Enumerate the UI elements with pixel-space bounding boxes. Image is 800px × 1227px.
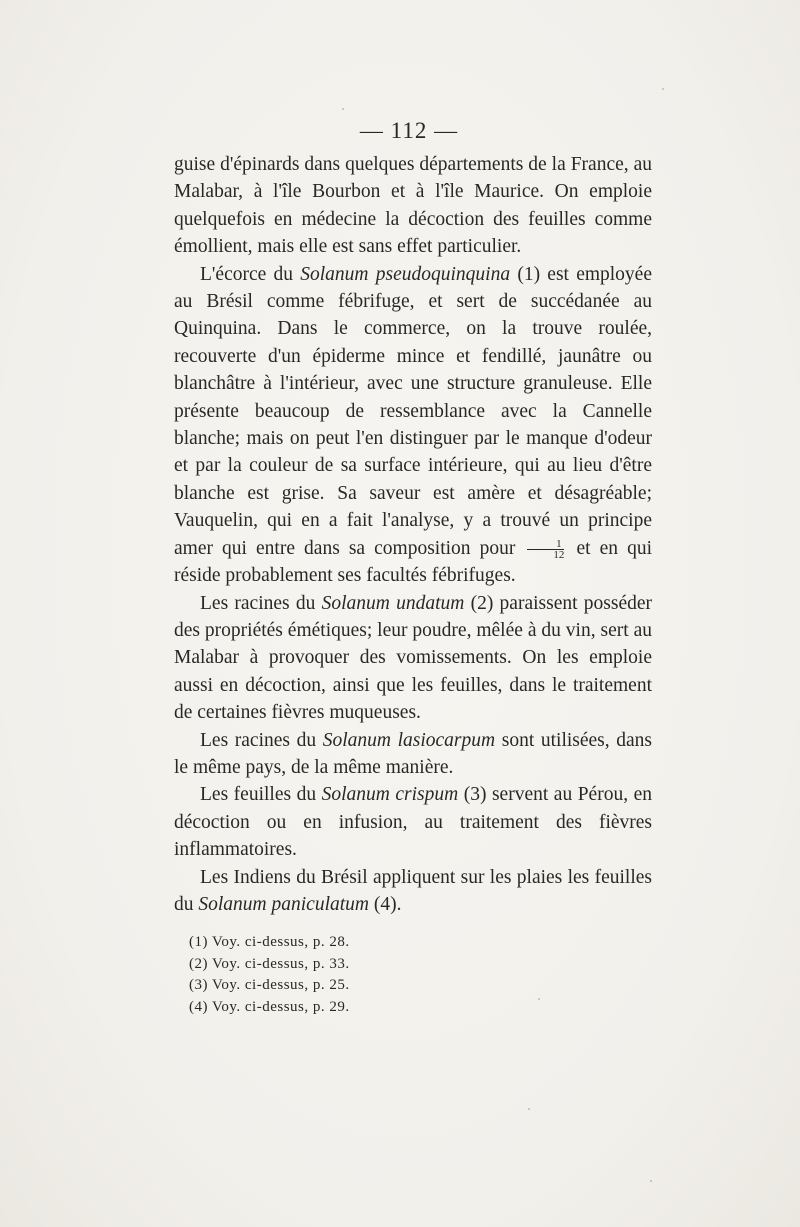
species-name: Solanum pseudoquinquina (300, 263, 511, 285)
page-number: — 112 — (359, 118, 459, 143)
footnote: (4) Voy. ci-dessus, p. 29. (189, 998, 350, 1015)
paper-speck (342, 108, 344, 110)
paragraph-2: L'écorce du Solanum pseudoquinquina (1) est employée au Brésil comme fébrifuge, et sert de succédanée au Quinquina. Dans le commerce, on la trouve roulée, recouverte d'un épiderme mince et fendillé, jaunâtre ou blanchâtre à l'intérieur, avec une structure granuleuse. Elle présente beaucoup de ressemblance avec la Cannelle blanche; mais on peut l'en distinguer par le manque d'odeur et par la couleur de sa surface intérieure, qui au lieu d'être blanche est grise. Sa saveur est amère et désagréable; Vauquelin, qui en a fait l'analyse, y a trouvé un principe amer qui entre dans sa composition pour $\frac{1}{12}$ et en qui réside probablement ses facultés fébrifuges. (174, 263, 652, 587)
paragraph-1: guise d'épinards dans quelques départements de la France, au Malabar, à l'île Bourbon et à l'île Maurice. On emploie quelquefois en médecine la décoction des feuilles comme émollient, mais elle est sans effet particulier. (174, 154, 652, 258)
paragraph-5: Les feuilles du Solanum crispum (3) servent au Pérou, en décoction ou en infusion, au traitement des fièvres inflammatoires. (174, 784, 652, 861)
paper-speck (528, 1108, 530, 1110)
body-text (174, 151, 652, 918)
paper-speck (538, 998, 540, 1000)
paragraph-4: Les racines du Solanum lasiocarpum sont utilisées, dans le même pays, de la même manière. (174, 729, 652, 778)
species-name: Solanum lasiocarpum (322, 729, 496, 751)
species-name: Solanum undatum (321, 592, 465, 614)
fraction: $\frac{1}{12}$ (527, 539, 564, 560)
paragraph-6: Les Indiens du Brésil appliquent sur les plaies les feuilles du Solanum paniculatum (4). (174, 866, 652, 915)
footnote: (3) Voy. ci-dessus, p. 25. (189, 977, 350, 993)
species-name: Solanum crispum (321, 784, 459, 806)
species-name: Solanum paniculatum (198, 893, 369, 915)
paper-speck (662, 88, 664, 90)
footnote: (2) Voy. ci-dessus, p. 33. (189, 955, 350, 972)
paper-speck (650, 1180, 652, 1182)
footnotes (189, 932, 350, 1018)
paragraph-3: Les racines du Solanum undatum (2) paraissent posséder des propriétés émétiques; leur poudre, mêlée à du vin, sert au Malabar à provoquer des vomissements. On les emploie aussi en décoction, ainsi que les feuilles, dans le traitement de certaines fièvres muqueuses. (174, 592, 652, 724)
footnote: (1) Voy. ci-dessus, p. 28. (189, 934, 350, 950)
